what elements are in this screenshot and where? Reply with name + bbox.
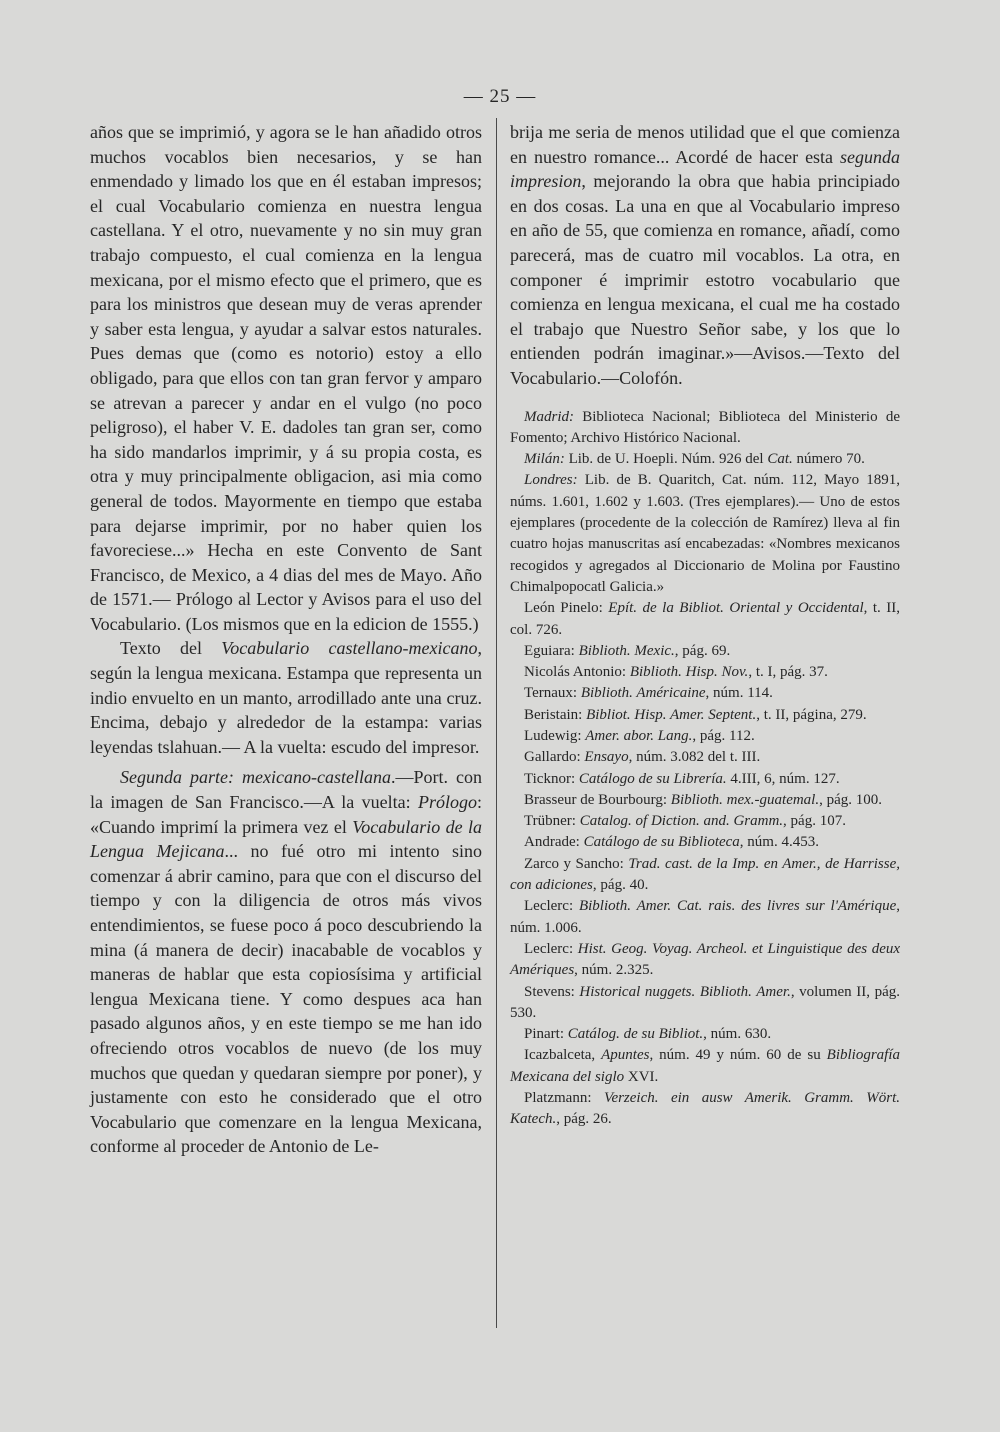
reference-ternaux: Ternaux: Biblioth. Américaine, núm. 114. bbox=[524, 685, 773, 702]
reference-platzmann: Platzmann: Verzeich. ein ausw Amerik. Gramm. Wört. Katech., pág. 26. bbox=[510, 1090, 900, 1128]
right-column bbox=[510, 120, 900, 1131]
reference-zarco-sancho: Zarco y Sancho: Trad. cast. de la Imp. en Amer., de Harrisse, con adiciones, pág. 40. bbox=[510, 855, 900, 894]
reference-andrade: Andrade: Catálogo de su Biblioteca, núm. 4.453. bbox=[524, 834, 819, 851]
reference-ticknor: Ticknor: Catálogo de su Librería. 4.III, 6, núm. 127. bbox=[524, 770, 840, 787]
reference-eguiara: Eguiara: Biblioth. Mexic., pág. 69. bbox=[524, 642, 731, 659]
reference-gallardo: Gallardo: Ensayo, núm. 3.082 del t. III. bbox=[524, 749, 761, 766]
paragraph-dedication-end: años que se imprimió, y agora se le han añadido otros muchos vocablos bien necesarios, y se han enmendado y limado los que en él estaban impresos; el cual Vocabulario comienza en nuestra lengua castellana. Y el otro, nuevamente y no sin muy gran trabajo compuesto, el cual comienza en la lengua mexicana, por el mismo efecto que el primero, que es para los ministros que desean muy de veras aprender y saber esta lengua, y ayudar a salvar estos naturales. Pues demas que (como es notorio) estoy a ello obligado, para que ellos con tan gran fervor y amparo se atrevan a parecer y andar en el vulgo (no poco peligroso), el haber V. E. dadoles tan gran ser, como ha sido mandarlos imprimir, y á su propia costa, es otra y muy principalmente obligacion, asi mia como general de todos. Mayormente en tiempo que estaba para dejarse imprimir, por no haber quien los favoreciese...» Hecha en este Convento de Sant Francisco, de Mexico, a 4 dias del mes de Mayo. Año de 1571.— Prólogo al Lector y Avisos para el uso del Vocabulario. (Los mismos que en la edicion de 1555.) bbox=[90, 122, 482, 634]
reference-beristain: Beristain: Bibliot. Hisp. Amer. Septent., t. II, página, 279. bbox=[524, 706, 867, 723]
paragraph-texto: Texto del Vocabulario castellano-mexicano, según la lengua mexicana. Estampa que representa un indio envuelto en un manto, arrodillado ante una cruz. Encima, debajo y alrededor de la estampa: varias leyendas tslahuan.— A la vuelta: escudo del impresor. bbox=[90, 638, 483, 757]
reference-trubner: Trübner: Catalog. of Diction. and. Gramm., pág. 107. bbox=[524, 813, 846, 830]
reference-leon-pinelo: León Pinelo: Epít. de la Bibliot. Oriental y Occidental, t. II, col. 726. bbox=[510, 600, 901, 638]
reference-icazbalceta: Icazbalceta, Apuntes, núm. 49 y núm. 60 de su Bibliografía Mexicana del siglo XVI. bbox=[510, 1047, 900, 1085]
reference-brasseur: Brasseur de Bourbourg: Biblioth. mex.-guatemal., pág. 100. bbox=[524, 791, 883, 808]
reference-leclerc-2: Leclerc: Hist. Geog. Voyag. Archeol. et Linguistique des deux Amériques, núm. 2.325. bbox=[510, 940, 901, 979]
paragraph-segunda-parte: Segunda parte: mexicano-castellana.—Port. con la imagen de San Francisco.—A la vuelta: Prólogo: «Cuando imprimí la primera vez el Vocabulario de la Lengua Mejicana... no fué otro mi intento sino comenzar á abrir camino, para que con el discurso del tiempo y con la diligencia de otros más vivos entendimientos, se fuese poco á poco descubriendo la mina (á manera de decir) inacabable de vocablos y maneras de hablar que esta copiosísima y artificial lengua Mexicana tiene. Y como despues aca han pasado algunos años, y en este tiempo se me han ido ofreciendo otros vocablos de nuevo (de los muy muchos que quedan y quedaran siempre por poner), y justamente con esto he considerado que el otro Vocabulario que comenzare en la lengua Mexicana, conforme al proceder de Antonio de Le- bbox=[90, 767, 482, 1157]
reference-ludewig: Ludewig: Amer. abor. Lang., pág. 112. bbox=[524, 727, 755, 744]
page-number: — 25 — bbox=[463, 86, 537, 107]
reference-stevens: Stevens: Historical nuggets. Biblioth. Amer., volumen II, pág. 530. bbox=[510, 983, 900, 1021]
reference-leclerc-1: Leclerc: Biblioth. Amer. Cat. rais. des livres sur l'Amérique, núm. 1.006. bbox=[510, 898, 900, 936]
column-divider bbox=[496, 118, 497, 1328]
location-madrid: Madrid: Biblioteca Nacional; Biblioteca del Ministerio de Fomento; Archivo Histórico Nacional. bbox=[510, 408, 900, 446]
location-milan: Milán: Lib. de U. Hoepli. Núm. 926 del Cat. número 70. bbox=[524, 451, 865, 468]
left-column bbox=[90, 120, 482, 1159]
reference-nicolas-antonio: Nicolás Antonio: Biblioth. Hisp. Nov., t. I, pág. 37. bbox=[524, 664, 828, 681]
reference-pinart: Pinart: Catálog. de su Bibliot., núm. 630. bbox=[524, 1026, 772, 1043]
paragraph-prologo-continued: brija me seria de menos utilidad que el que comienza en nuestro romance... Acordé de hacer esta segunda impresion, mejorando la obra que habia principiado en dos cosas. La una en que al Vocabulario impreso en año de 55, que comienza en romance, añadí, como parecerá, mas de cuatro mil vocablos. La otra, en componer é imprimir estotro vocabulario que comienza en lengua mexicana, el cual me ha costado el trabajo que Nuestro Señor sabe, y los que lo entienden podrán imaginar.»—Avisos.—Texto del Vocabulario.—Colofón. bbox=[510, 122, 900, 388]
bibliography bbox=[510, 407, 900, 1131]
location-londres: Londres: Lib. de B. Quaritch, Cat. núm. 112, Mayo 1891, núms. 1.601, 1.602 y 1.603. (Tres ejemplares).— Uno de estos ejemplares (procedente de la colección de Ramírez) lleva al fin cuatro hojas manuscritas así encabezadas: «Nombres mexicanos recogidos y agregados al Diccionario de Molina por Faustino Chimalpopocatl Galicia.» bbox=[510, 472, 900, 595]
